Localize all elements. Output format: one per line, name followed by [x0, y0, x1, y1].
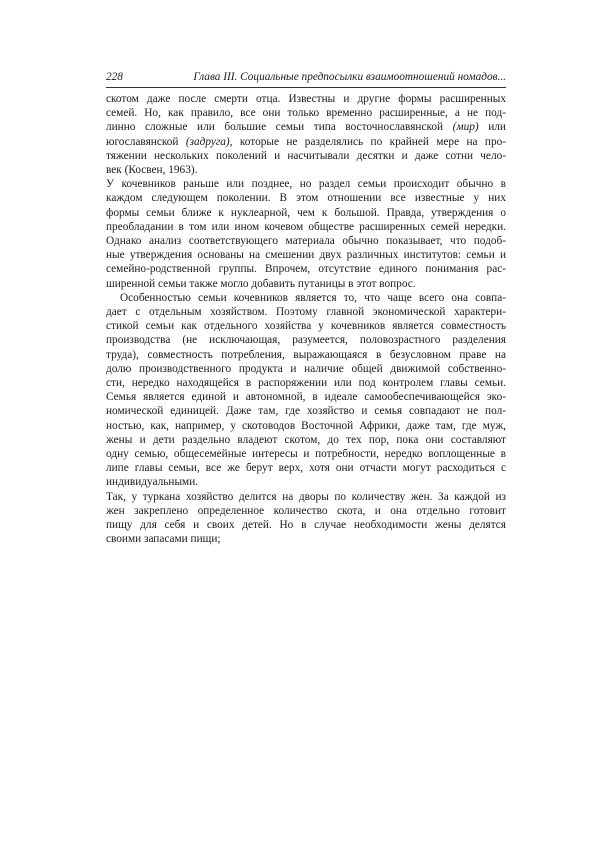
text-line: семей. Но, как правило, все они только временно расширенные, а не под- [106, 107, 506, 120]
text-line: семейно-родственной группы. Впрочем, отсутствие единого понимания рас- [106, 263, 506, 276]
text-line: сти, нередко находящейся в распоряжении или под контролем главы семьи. [106, 377, 506, 390]
text-line: формы семьи ближе к нуклеарной, чем к большой. Правда, утверждения о [106, 206, 506, 219]
text-line: У кочевников раньше или позднее, но раздел семьи происходит обычно в [106, 178, 506, 191]
text-line: тяжении нескольких поколений и насчитывали десятки и даже сотни чело- [106, 149, 506, 162]
text-line: одну семью, общесемейные интересы и потребности, нередко воплощенные в [106, 448, 506, 461]
text-line: преобладании в том или ином кочевом обществе расширенных семей нередки. [106, 220, 506, 233]
paragraph-2 [106, 177, 506, 291]
paragraph-1 [106, 92, 506, 177]
text-line: югославянской (задруга), которые не разделялись по крайней мере на про- [106, 135, 506, 148]
text-line: век (Косвен, 1963). [106, 164, 198, 177]
text-line: скотом даже после смерти отца. Известны и другие формы расширенных [106, 93, 506, 105]
text-line: дает с отдельным хозяйством. Поэтому главной экономической характери- [106, 306, 506, 319]
text-line: жен закреплено определенное количество скота, и она отдельно готовит [106, 504, 506, 517]
text-line: Так, у туркана хозяйство делится на дворы по количеству жен. За каждой из [106, 490, 506, 503]
paragraph-4 [106, 490, 506, 547]
chapter-title: Глава III. Социальные предпосылки взаимоотношений номадов... [193, 71, 506, 83]
running-header [106, 70, 506, 88]
text-line: ные утверждения основаны на смешении двух различных институтов: семьи и [106, 249, 506, 262]
text-line: индивидуальными. [106, 476, 199, 489]
page-number: 228 [106, 71, 123, 83]
text-line: жены и дети раздельно владеют скотом, до тех пор, пока они составляют [106, 433, 506, 446]
text-line: Семья является единой и автономной, в идеале самообеспечивающейся эко- [106, 391, 506, 404]
text-line: номической единицей. Даже там, где хозяйство и семья совпадают не пол- [106, 405, 506, 418]
italic-term: (задруга), [185, 135, 233, 148]
text-line: ностью, как, например, у скотоводов Восточной Африки, даже там, где муж, [106, 419, 506, 432]
text-line: стикой семьи как отдельного хозяйства у кочевников является совместность [106, 320, 506, 333]
text-line: труда), совместность потребления, выражающаяся в безусловном праве на [106, 348, 506, 361]
text-line: Однако анализ соответствующего материала обычно показывает, что подоб- [106, 235, 506, 248]
text-line: пищу для себя и своих детей. Но в случае необходимости жены делятся [106, 519, 506, 532]
text-line: своими запасами пищи; [106, 533, 221, 546]
text-line: Особенностью семьи кочевников является то, что чаще всего она совпа- [120, 291, 506, 304]
text-line: каждом следующем поколении. В этом отношении все известные у них [106, 192, 506, 205]
text-line: долю производственного продукта и наличие общей движимой собственно- [106, 362, 506, 375]
paragraph-3 [106, 291, 506, 490]
text-line: ширенной семьи также могло добавить путаницы в этот вопрос. [106, 277, 416, 290]
text-line: липе главы семьи, все же берут верх, хотя они отчасти могут расходиться с [106, 462, 506, 475]
document-page [106, 70, 506, 547]
text-line: линно сложные или большие семьи типа восточнославянской (мир) или [106, 121, 506, 134]
text-line: производства (не исключающая, разумеется, половозрастного разделения [106, 334, 506, 347]
italic-term: (мир) [452, 121, 479, 134]
